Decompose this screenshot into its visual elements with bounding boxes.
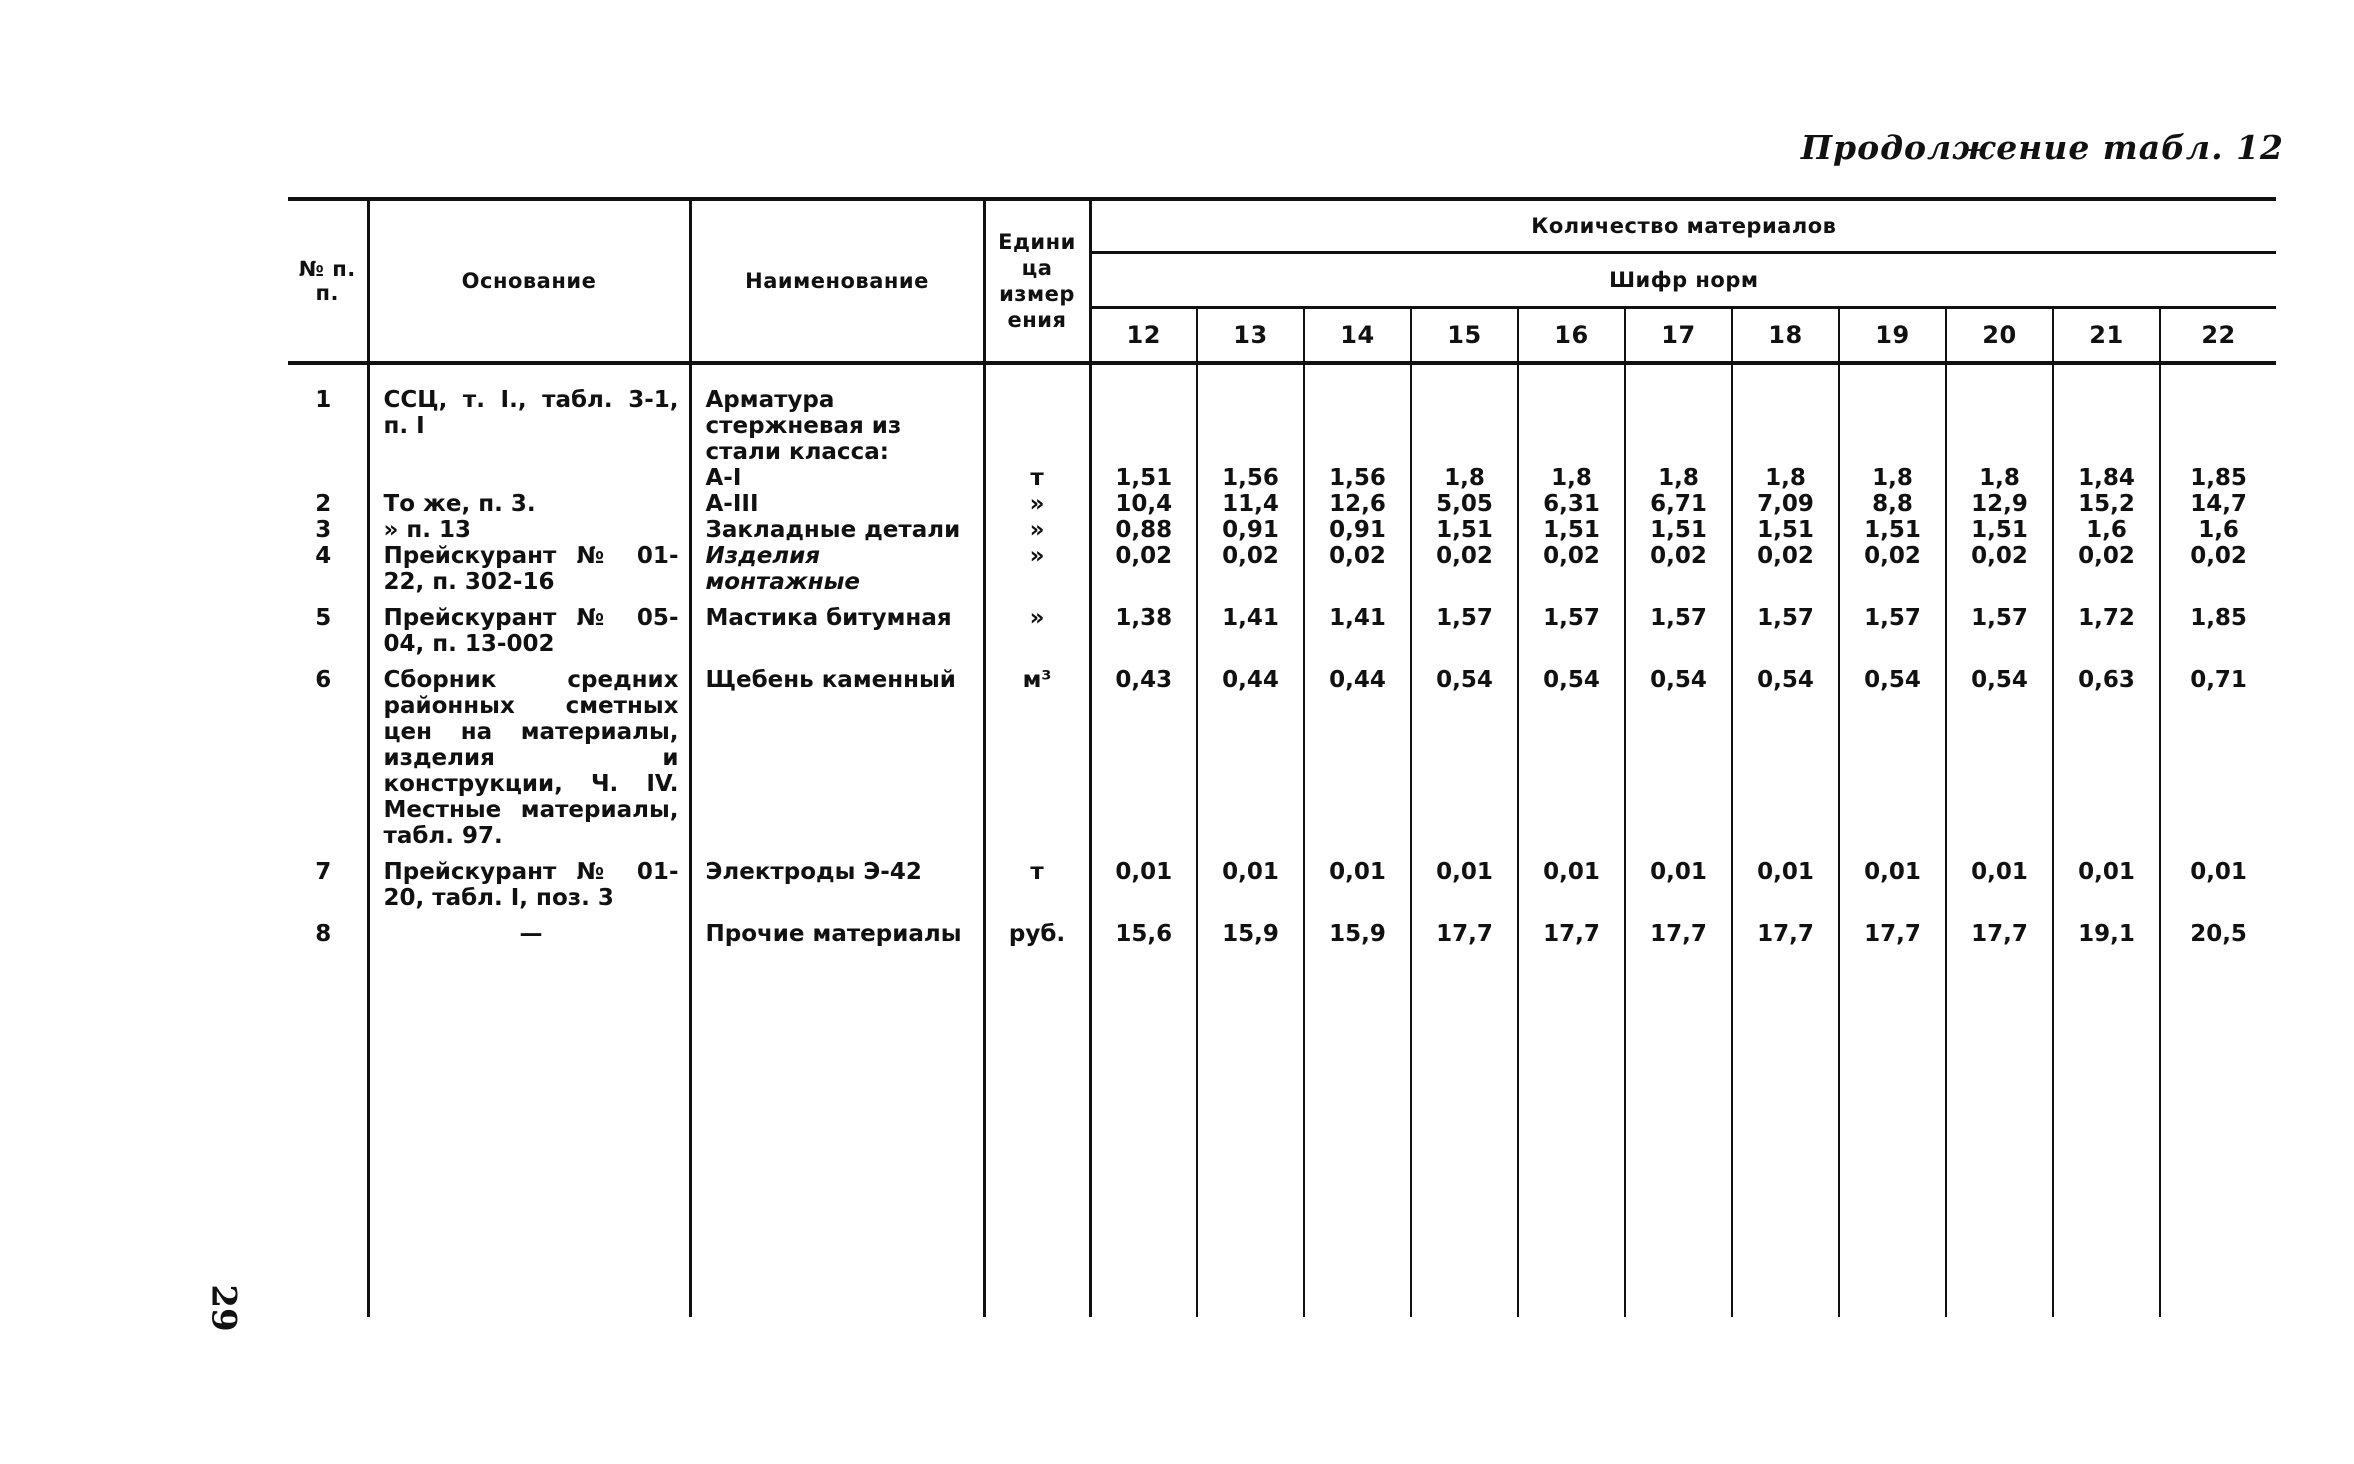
row-number: 4 — [288, 543, 368, 595]
header-code-22: 22 — [2160, 308, 2276, 364]
value-cell: 0,01 — [1946, 849, 2053, 911]
value-cell: 0,02 — [1411, 543, 1518, 595]
row-unit — [984, 363, 1090, 465]
row-unit: » — [984, 491, 1090, 517]
value-cell: 1,57 — [1625, 595, 1732, 657]
value-cell: 1,8 — [1518, 465, 1625, 491]
header-code-20: 20 — [1946, 308, 2053, 364]
value-cell — [1090, 363, 1197, 465]
row-name: Прочие материалы — [690, 911, 984, 947]
header-name: Наименование — [690, 199, 984, 363]
value-cell: 0,02 — [1732, 543, 1839, 595]
header-quantity-group: Количество материалов — [1090, 199, 2276, 253]
header-code-16: 16 — [1518, 308, 1625, 364]
value-cell: 0,54 — [1411, 657, 1518, 849]
header-code-13: 13 — [1197, 308, 1304, 364]
row-number: 6 — [288, 657, 368, 849]
row-name: Арматура стержневая из стали класса: — [690, 363, 984, 465]
value-cell: 14,7 — [2190, 491, 2247, 517]
value-cell: 1,72 — [2053, 595, 2160, 657]
value-cell: 0,01 — [1304, 849, 1411, 911]
value-cell — [2160, 363, 2276, 465]
header-code-15: 15 — [1411, 308, 1518, 364]
table-row — [288, 849, 2276, 911]
value-cell: 0,43 — [1090, 657, 1197, 849]
row-basis: Прейскурант № 01-22, п. 302-16 — [368, 543, 690, 595]
row-basis: То же, п. 3. — [368, 491, 690, 517]
row-name: Мастика битумная — [690, 595, 984, 657]
page-number: 29 — [203, 1284, 244, 1332]
value-cell: 1,51 — [1839, 517, 1946, 543]
value-cell: 1,51 — [1625, 517, 1732, 543]
value-cell: 17,7 — [1732, 911, 1839, 947]
value-cell — [1411, 363, 1518, 465]
value-cell: 0,01 — [2053, 849, 2160, 911]
value-cell: 0,54 — [1518, 657, 1625, 849]
table-row — [288, 657, 2276, 849]
value-cell: 0,02 — [2190, 543, 2247, 569]
value-cell: 19,1 — [2053, 911, 2160, 947]
row-number — [288, 465, 368, 491]
value-cell — [1197, 363, 1304, 465]
value-cell: 0,02 — [1197, 543, 1304, 595]
value-cell: 1,41 — [1197, 595, 1304, 657]
row-number: 7 — [288, 849, 368, 911]
row-number: 5 — [288, 595, 368, 657]
value-cell: 1,38 — [1090, 595, 1197, 657]
row-name: Изделия монтажные — [690, 543, 984, 595]
table-row — [288, 543, 2276, 595]
value-cell: 1,51 — [1518, 517, 1625, 543]
empty-cell — [2053, 947, 2160, 1317]
header-code-17: 17 — [1625, 308, 1732, 364]
header-unit-text: Единица измерения — [998, 230, 1076, 332]
row-name: А-III — [690, 491, 984, 517]
value-cell: 7,09 — [1732, 491, 1839, 517]
value-cell: 1,51 — [1732, 517, 1839, 543]
row-basis: Прейскурант № 05-04, п. 13-002 — [368, 595, 690, 657]
row-number: 3 — [288, 517, 368, 543]
value-cell: 8,8 — [1839, 491, 1946, 517]
header-code-12: 12 — [1090, 308, 1197, 364]
table-filler-row — [288, 947, 2276, 1317]
row-name: А-I — [690, 465, 984, 491]
value-cell: 1,57 — [1732, 595, 1839, 657]
row-unit: » — [984, 517, 1090, 543]
value-cell: 1,6 — [2053, 517, 2160, 543]
value-cell: 0,01 — [1625, 849, 1732, 911]
value-cell: 0,01 — [2190, 859, 2247, 885]
value-cell: 15,9 — [1304, 911, 1411, 947]
empty-cell — [1518, 947, 1625, 1317]
row-basis — [368, 465, 690, 491]
value-cell: 17,7 — [1839, 911, 1946, 947]
value-cell: 1,8 — [1732, 465, 1839, 491]
value-cell — [1946, 363, 2053, 465]
table-row — [288, 911, 2276, 947]
empty-cell — [2160, 947, 2276, 1317]
row-number: 8 — [288, 911, 368, 947]
value-cell: 1,8 — [1625, 465, 1732, 491]
value-cell: 1,56 — [1304, 465, 1411, 491]
empty-cell — [1625, 947, 1732, 1317]
value-cell: 15,2 — [2053, 491, 2160, 517]
header-code-21: 21 — [2053, 308, 2160, 364]
value-cell — [1839, 363, 1946, 465]
table-body — [288, 363, 2276, 1317]
value-cell: 1,57 — [1518, 595, 1625, 657]
header-code-18: 18 — [1732, 308, 1839, 364]
value-cell: 6,31 — [1518, 491, 1625, 517]
table-row — [288, 595, 2276, 657]
table-row — [288, 363, 2276, 465]
empty-cell — [1304, 947, 1411, 1317]
value-cell: 0,02 — [1625, 543, 1732, 595]
value-cell: 1,56 — [1197, 465, 1304, 491]
value-cell — [1732, 363, 1839, 465]
value-cell: 1,57 — [1839, 595, 1946, 657]
row-basis: » п. 13 — [368, 517, 690, 543]
value-cell: 0,02 — [1304, 543, 1411, 595]
row-basis: — — [368, 911, 690, 947]
header-code-group: Шифр норм — [1090, 253, 2276, 308]
value-cell: 0,02 — [1839, 543, 1946, 595]
header-code-14: 14 — [1304, 308, 1411, 364]
row-unit: т — [984, 849, 1090, 911]
row-unit: » — [984, 543, 1090, 595]
table-continuation-caption: Продолжение табл. 12 — [1800, 128, 2284, 167]
row-basis: Сборник средних районных сметных цен на материалы, изделия и конструкции, Ч. IV. Местные материалы, табл. 97. — [368, 657, 690, 849]
value-cell: 17,7 — [1411, 911, 1518, 947]
value-cell: 11,4 — [1197, 491, 1304, 517]
empty-cell — [1411, 947, 1518, 1317]
empty-cell — [1090, 947, 1197, 1317]
value-cell: 15,6 — [1090, 911, 1197, 947]
value-cell: 1,6 — [2198, 517, 2239, 543]
value-cell: 1,8 — [1839, 465, 1946, 491]
empty-cell — [984, 947, 1090, 1317]
value-cell: 0,02 — [1518, 543, 1625, 595]
row-unit: руб. — [984, 911, 1090, 947]
empty-cell — [288, 947, 368, 1317]
value-cell — [1625, 363, 1732, 465]
value-cell: 0,54 — [1625, 657, 1732, 849]
value-cell: 0,71 — [2190, 667, 2247, 693]
value-cell: 0,01 — [1197, 849, 1304, 911]
value-cell: 15,9 — [1197, 911, 1304, 947]
value-cell: 1,51 — [1946, 517, 2053, 543]
value-cell: 1,51 — [1411, 517, 1518, 543]
row-unit: » — [984, 595, 1090, 657]
value-cell: 0,44 — [1197, 657, 1304, 849]
value-cell: 0,01 — [1411, 849, 1518, 911]
materials-table — [288, 197, 2276, 1317]
empty-cell — [1197, 947, 1304, 1317]
empty-cell — [1946, 947, 2053, 1317]
value-cell: 17,7 — [1518, 911, 1625, 947]
value-cell: 1,85 — [2190, 465, 2247, 491]
row-basis: ССЦ, т. I., табл. 3-1, п. I — [368, 363, 690, 465]
header-code-19: 19 — [1839, 308, 1946, 364]
value-cell: 20,5 — [2190, 921, 2247, 947]
value-cell: 0,01 — [1090, 849, 1197, 911]
value-cell — [2053, 363, 2160, 465]
row-basis: Прейскурант № 01-20, табл. I, поз. 3 — [368, 849, 690, 911]
value-cell: 10,4 — [1090, 491, 1197, 517]
row-name: Электроды Э-42 — [690, 849, 984, 911]
value-cell — [1304, 363, 1411, 465]
empty-cell — [368, 947, 690, 1317]
row-number: 1 — [288, 363, 368, 465]
value-cell: 0,02 — [1090, 543, 1197, 595]
value-cell: 1,85 — [2190, 605, 2247, 631]
header-basis: Основание — [368, 199, 690, 363]
value-cell: 1,41 — [1304, 595, 1411, 657]
value-cell: 0,44 — [1304, 657, 1411, 849]
value-cell: 1,57 — [1946, 595, 2053, 657]
row-number: 2 — [288, 491, 368, 517]
table-row — [288, 465, 2276, 491]
value-cell: 12,6 — [1304, 491, 1411, 517]
value-cell: 1,57 — [1411, 595, 1518, 657]
value-cell: 0,91 — [1304, 517, 1411, 543]
value-cell: 0,01 — [1518, 849, 1625, 911]
row-unit: т — [984, 465, 1090, 491]
value-cell: 1,84 — [2053, 465, 2160, 491]
value-cell: 0,02 — [2053, 543, 2160, 595]
value-cell: 17,7 — [1625, 911, 1732, 947]
header-num: № п. п. — [288, 199, 368, 363]
row-unit: м³ — [984, 657, 1090, 849]
value-cell: 0,54 — [1839, 657, 1946, 849]
row-name: Щебень каменный — [690, 657, 984, 849]
value-cell: 17,7 — [1946, 911, 2053, 947]
value-cell: 1,8 — [1946, 465, 2053, 491]
value-cell: 0,54 — [1732, 657, 1839, 849]
value-cell: 1,51 — [1090, 465, 1197, 491]
empty-cell — [1732, 947, 1839, 1317]
value-cell: 0,91 — [1197, 517, 1304, 543]
table-row — [288, 517, 2276, 543]
value-cell: 6,71 — [1625, 491, 1732, 517]
value-cell: 0,01 — [1732, 849, 1839, 911]
header-unit — [984, 199, 1090, 363]
value-cell: 0,54 — [1946, 657, 2053, 849]
value-cell: 12,9 — [1946, 491, 2053, 517]
value-cell: 0,01 — [1839, 849, 1946, 911]
value-cell: 0,88 — [1090, 517, 1197, 543]
empty-cell — [1839, 947, 1946, 1317]
row-name: Закладные детали — [690, 517, 984, 543]
value-cell: 5,05 — [1411, 491, 1518, 517]
value-cell: 0,63 — [2053, 657, 2160, 849]
value-cell: 0,02 — [1946, 543, 2053, 595]
table-row — [288, 491, 2276, 517]
empty-cell — [690, 947, 984, 1317]
value-cell: 1,8 — [1411, 465, 1518, 491]
value-cell — [1518, 363, 1625, 465]
